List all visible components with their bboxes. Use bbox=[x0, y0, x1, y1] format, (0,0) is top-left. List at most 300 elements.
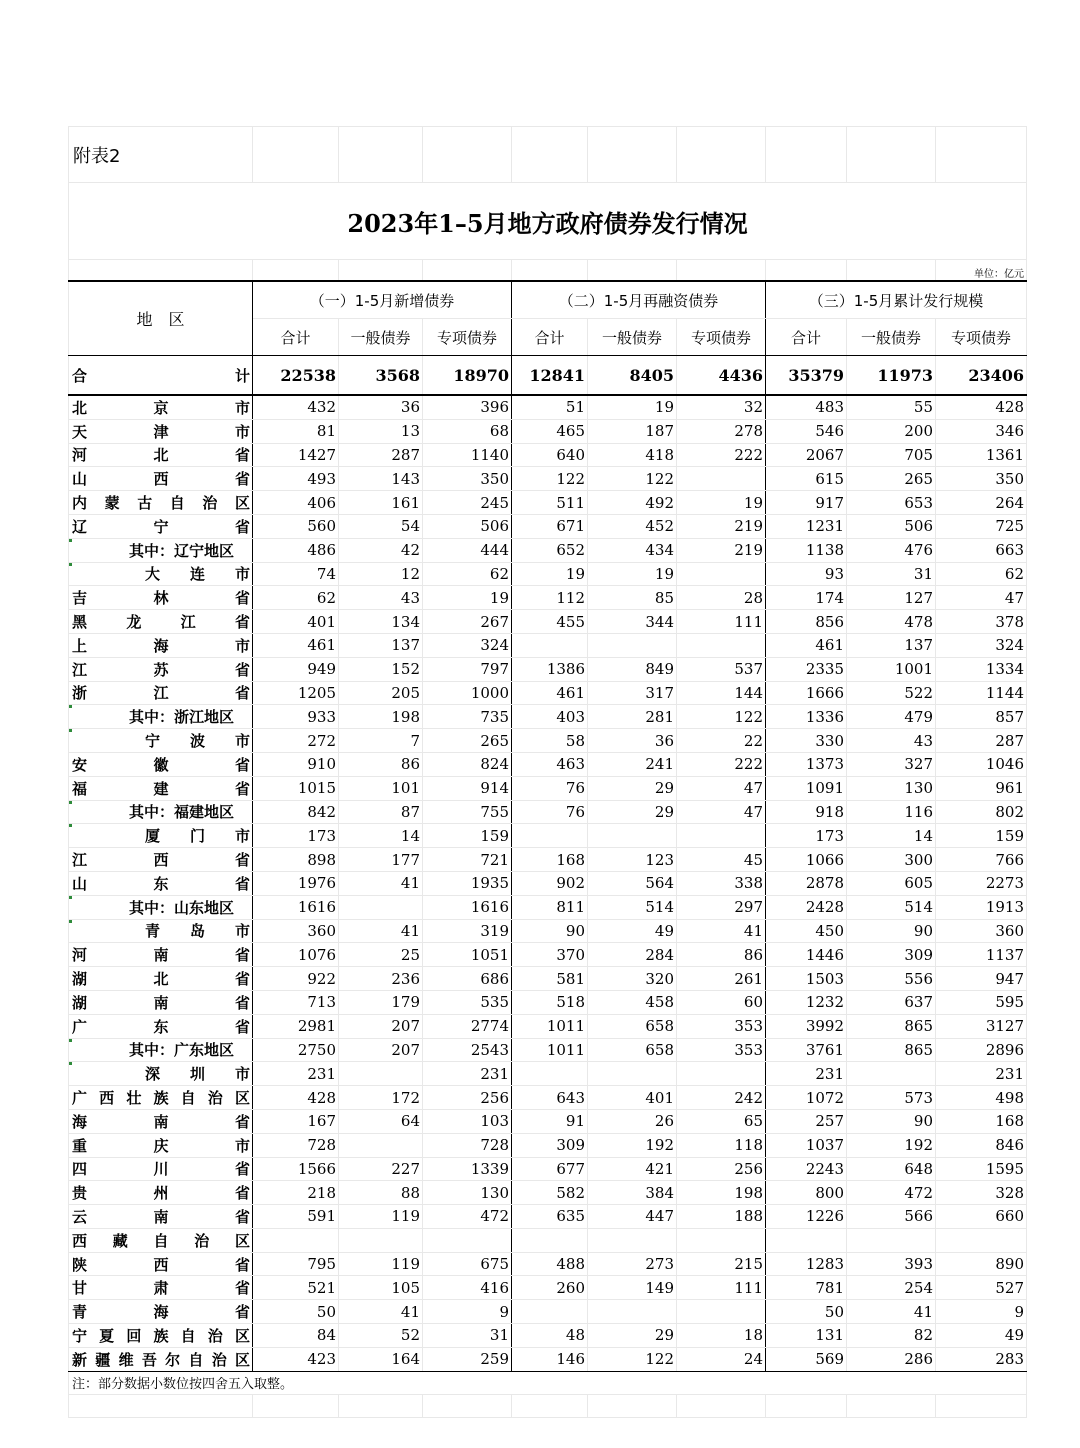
value-cell: 865 bbox=[847, 1014, 936, 1038]
value-cell: 725 bbox=[936, 514, 1027, 538]
region-name: 广 西 壮 族 自 治 区 bbox=[69, 1086, 253, 1110]
value-cell: 68 bbox=[423, 419, 512, 443]
value-cell bbox=[936, 1228, 1027, 1252]
value-cell: 1595 bbox=[936, 1157, 1027, 1181]
value-cell: 755 bbox=[423, 800, 512, 824]
value-cell: 173 bbox=[766, 824, 847, 848]
value-cell: 254 bbox=[847, 1276, 936, 1300]
value-cell: 215 bbox=[677, 1252, 766, 1276]
value-cell: 914 bbox=[423, 776, 512, 800]
value-cell: 591 bbox=[253, 1205, 339, 1229]
value-cell: 32 bbox=[677, 395, 766, 419]
value-cell: 48 bbox=[512, 1324, 588, 1348]
value-cell: 192 bbox=[847, 1133, 936, 1157]
value-cell: 849 bbox=[588, 657, 677, 681]
value-cell: 1427 bbox=[253, 443, 339, 467]
region-name: 宁 夏 回 族 自 治 区 bbox=[69, 1324, 253, 1348]
value-cell: 1666 bbox=[766, 681, 847, 705]
value-cell: 1011 bbox=[512, 1014, 588, 1038]
value-cell: 260 bbox=[512, 1276, 588, 1300]
table-row bbox=[69, 562, 1027, 586]
table-row bbox=[69, 657, 1027, 681]
value-cell: 198 bbox=[677, 1181, 766, 1205]
region-name: 新 疆 维 吾 尔 自 治 区 bbox=[69, 1347, 253, 1371]
region-name: 青 海 省 bbox=[69, 1300, 253, 1324]
region-name: 天 津 市 bbox=[69, 419, 253, 443]
table-row bbox=[69, 1086, 1027, 1110]
value-cell: 19 bbox=[677, 491, 766, 515]
value-cell: 922 bbox=[253, 967, 339, 991]
value-cell: 802 bbox=[936, 800, 1027, 824]
value-cell: 84 bbox=[253, 1324, 339, 1348]
value-cell: 112 bbox=[512, 586, 588, 610]
value-cell: 2750 bbox=[253, 1038, 339, 1062]
region-name: 贵 州 省 bbox=[69, 1181, 253, 1205]
value-cell: 653 bbox=[847, 491, 936, 515]
value-cell: 800 bbox=[766, 1181, 847, 1205]
value-cell: 287 bbox=[339, 443, 423, 467]
value-cell: 1935 bbox=[423, 871, 512, 895]
value-cell: 677 bbox=[512, 1157, 588, 1181]
value-cell: 842 bbox=[253, 800, 339, 824]
value-cell: 795 bbox=[253, 1252, 339, 1276]
region-name: 其中：广东地区 bbox=[69, 1038, 253, 1062]
value-cell: 898 bbox=[253, 848, 339, 872]
subcol-header: 合计 bbox=[766, 319, 847, 356]
value-cell: 174 bbox=[766, 586, 847, 610]
value-cell: 660 bbox=[936, 1205, 1027, 1229]
subcol-header: 专项债券 bbox=[936, 319, 1027, 356]
value-cell bbox=[677, 1062, 766, 1086]
value-cell: 41 bbox=[339, 871, 423, 895]
value-cell: 24 bbox=[677, 1347, 766, 1371]
value-cell: 111 bbox=[677, 1276, 766, 1300]
value-cell: 231 bbox=[253, 1062, 339, 1086]
region-name: 云 南 省 bbox=[69, 1205, 253, 1229]
value-cell bbox=[588, 824, 677, 848]
value-cell: 60 bbox=[677, 990, 766, 1014]
region-name: 深 圳 市 bbox=[69, 1062, 253, 1086]
value-cell: 144 bbox=[677, 681, 766, 705]
value-cell: 205 bbox=[339, 681, 423, 705]
page-title: 2023年1–5月地方政府债券发行情况 bbox=[69, 183, 1027, 260]
value-cell: 127 bbox=[847, 586, 936, 610]
value-cell: 131 bbox=[766, 1324, 847, 1348]
value-cell: 1503 bbox=[766, 967, 847, 991]
value-cell: 566 bbox=[847, 1205, 936, 1229]
value-cell: 187 bbox=[588, 419, 677, 443]
value-cell: 2896 bbox=[936, 1038, 1027, 1062]
value-cell bbox=[339, 1228, 423, 1252]
value-cell: 560 bbox=[253, 514, 339, 538]
value-cell: 1913 bbox=[936, 895, 1027, 919]
region-name: 河 北 省 bbox=[69, 443, 253, 467]
value-cell: 582 bbox=[512, 1181, 588, 1205]
table-row bbox=[69, 633, 1027, 657]
value-cell: 51 bbox=[512, 395, 588, 419]
value-cell: 648 bbox=[847, 1157, 936, 1181]
value-cell bbox=[847, 1062, 936, 1086]
value-cell: 159 bbox=[936, 824, 1027, 848]
value-cell: 406 bbox=[253, 491, 339, 515]
value-cell bbox=[512, 633, 588, 657]
value-cell: 444 bbox=[423, 538, 512, 562]
table-row bbox=[69, 1300, 1027, 1324]
table-row bbox=[69, 943, 1027, 967]
value-cell: 615 bbox=[766, 467, 847, 491]
value-cell: 13 bbox=[339, 419, 423, 443]
value-cell: 19 bbox=[512, 562, 588, 586]
value-cell: 463 bbox=[512, 752, 588, 776]
region-name: 宁 波 市 bbox=[69, 729, 253, 753]
value-cell: 370 bbox=[512, 943, 588, 967]
value-cell: 207 bbox=[339, 1038, 423, 1062]
value-cell: 14 bbox=[847, 824, 936, 848]
subcol-header: 一般债券 bbox=[339, 319, 423, 356]
value-cell bbox=[588, 1062, 677, 1086]
value-cell bbox=[677, 1300, 766, 1324]
region-name: 山 东 省 bbox=[69, 871, 253, 895]
value-cell: 168 bbox=[512, 848, 588, 872]
value-cell: 1566 bbox=[253, 1157, 339, 1181]
value-cell: 949 bbox=[253, 657, 339, 681]
value-cell bbox=[677, 824, 766, 848]
value-cell: 465 bbox=[512, 419, 588, 443]
value-cell: 1616 bbox=[423, 895, 512, 919]
value-cell: 219 bbox=[677, 538, 766, 562]
value-cell: 961 bbox=[936, 776, 1027, 800]
value-cell: 90 bbox=[847, 919, 936, 943]
value-cell: 47 bbox=[677, 776, 766, 800]
value-cell: 947 bbox=[936, 967, 1027, 991]
value-cell: 130 bbox=[847, 776, 936, 800]
value-cell: 1037 bbox=[766, 1133, 847, 1157]
table-row bbox=[69, 1181, 1027, 1205]
value-cell: 705 bbox=[847, 443, 936, 467]
value-cell: 118 bbox=[677, 1133, 766, 1157]
value-cell: 486 bbox=[253, 538, 339, 562]
value-cell: 1976 bbox=[253, 871, 339, 895]
subcol-header: 专项债券 bbox=[677, 319, 766, 356]
value-cell bbox=[766, 1228, 847, 1252]
value-cell: 1000 bbox=[423, 681, 512, 705]
region-name: 内 蒙 古 自 治 区 bbox=[69, 491, 253, 515]
value-cell: 766 bbox=[936, 848, 1027, 872]
value-cell: 4436 bbox=[677, 356, 766, 396]
table-row bbox=[69, 538, 1027, 562]
value-cell: 43 bbox=[339, 586, 423, 610]
value-cell: 472 bbox=[423, 1205, 512, 1229]
value-cell: 245 bbox=[423, 491, 512, 515]
table-row bbox=[69, 1014, 1027, 1038]
value-cell: 76 bbox=[512, 800, 588, 824]
value-cell: 721 bbox=[423, 848, 512, 872]
table-row bbox=[69, 514, 1027, 538]
value-cell: 856 bbox=[766, 610, 847, 634]
value-cell: 428 bbox=[936, 395, 1027, 419]
value-cell: 26 bbox=[588, 1109, 677, 1133]
value-cell: 450 bbox=[766, 919, 847, 943]
value-cell: 218 bbox=[253, 1181, 339, 1205]
value-cell: 23406 bbox=[936, 356, 1027, 396]
table-row bbox=[69, 990, 1027, 1014]
value-cell: 36 bbox=[339, 395, 423, 419]
value-cell: 434 bbox=[588, 538, 677, 562]
value-cell: 418 bbox=[588, 443, 677, 467]
value-cell: 319 bbox=[423, 919, 512, 943]
value-cell: 461 bbox=[512, 681, 588, 705]
value-cell: 43 bbox=[847, 729, 936, 753]
value-cell: 143 bbox=[339, 467, 423, 491]
value-cell: 50 bbox=[253, 1300, 339, 1324]
table-row bbox=[69, 729, 1027, 753]
appendix-label: 附表2 bbox=[69, 127, 253, 183]
value-cell: 119 bbox=[339, 1252, 423, 1276]
subcol-header: 合计 bbox=[512, 319, 588, 356]
value-cell: 90 bbox=[512, 919, 588, 943]
value-cell: 403 bbox=[512, 705, 588, 729]
region-name: 福 建 省 bbox=[69, 776, 253, 800]
value-cell bbox=[588, 1300, 677, 1324]
value-cell: 865 bbox=[847, 1038, 936, 1062]
value-cell: 595 bbox=[936, 990, 1027, 1014]
group-header-refinance: （二）1-5月再融资债券 bbox=[512, 281, 766, 319]
value-cell: 62 bbox=[423, 562, 512, 586]
value-cell: 511 bbox=[512, 491, 588, 515]
value-cell: 1137 bbox=[936, 943, 1027, 967]
value-cell: 537 bbox=[677, 657, 766, 681]
value-cell: 300 bbox=[847, 848, 936, 872]
value-cell bbox=[847, 1228, 936, 1252]
value-cell: 105 bbox=[339, 1276, 423, 1300]
value-cell: 824 bbox=[423, 752, 512, 776]
value-cell: 31 bbox=[847, 562, 936, 586]
value-cell: 350 bbox=[423, 467, 512, 491]
table-row bbox=[69, 848, 1027, 872]
value-cell: 179 bbox=[339, 990, 423, 1014]
value-cell: 227 bbox=[339, 1157, 423, 1181]
value-cell: 222 bbox=[677, 752, 766, 776]
table-row bbox=[69, 967, 1027, 991]
value-cell bbox=[677, 1228, 766, 1252]
value-cell: 297 bbox=[677, 895, 766, 919]
value-cell: 2273 bbox=[936, 871, 1027, 895]
value-cell: 1339 bbox=[423, 1157, 512, 1181]
value-cell: 735 bbox=[423, 705, 512, 729]
value-cell: 658 bbox=[588, 1014, 677, 1038]
value-cell: 447 bbox=[588, 1205, 677, 1229]
value-cell: 103 bbox=[423, 1109, 512, 1133]
value-cell: 173 bbox=[253, 824, 339, 848]
value-cell: 640 bbox=[512, 443, 588, 467]
value-cell: 18970 bbox=[423, 356, 512, 396]
value-cell: 324 bbox=[423, 633, 512, 657]
value-cell: 652 bbox=[512, 538, 588, 562]
table-row bbox=[69, 681, 1027, 705]
subcol-header: 专项债券 bbox=[423, 319, 512, 356]
value-cell: 1076 bbox=[253, 943, 339, 967]
value-cell: 76 bbox=[512, 776, 588, 800]
value-cell: 286 bbox=[847, 1347, 936, 1371]
value-cell bbox=[588, 633, 677, 657]
value-cell: 658 bbox=[588, 1038, 677, 1062]
value-cell: 1373 bbox=[766, 752, 847, 776]
value-cell: 330 bbox=[766, 729, 847, 753]
value-cell: 231 bbox=[766, 1062, 847, 1086]
value-cell: 29 bbox=[588, 1324, 677, 1348]
region-name: 陕 西 省 bbox=[69, 1252, 253, 1276]
value-cell: 54 bbox=[339, 514, 423, 538]
value-cell: 161 bbox=[339, 491, 423, 515]
value-cell: 933 bbox=[253, 705, 339, 729]
value-cell: 265 bbox=[423, 729, 512, 753]
table-row bbox=[69, 919, 1027, 943]
value-cell: 101 bbox=[339, 776, 423, 800]
region-name: 大 连 市 bbox=[69, 562, 253, 586]
value-cell: 86 bbox=[339, 752, 423, 776]
value-cell: 82 bbox=[847, 1324, 936, 1348]
value-cell: 535 bbox=[423, 990, 512, 1014]
value-cell: 1232 bbox=[766, 990, 847, 1014]
value-cell bbox=[512, 824, 588, 848]
value-cell: 393 bbox=[847, 1252, 936, 1276]
value-cell: 192 bbox=[588, 1133, 677, 1157]
value-cell: 2243 bbox=[766, 1157, 847, 1181]
value-cell: 1336 bbox=[766, 705, 847, 729]
value-cell: 1226 bbox=[766, 1205, 847, 1229]
table-row bbox=[69, 824, 1027, 848]
table-row bbox=[69, 1133, 1027, 1157]
value-cell: 663 bbox=[936, 538, 1027, 562]
region-name: 其中：山东地区 bbox=[69, 895, 253, 919]
value-cell: 902 bbox=[512, 871, 588, 895]
value-cell: 353 bbox=[677, 1038, 766, 1062]
value-cell: 25 bbox=[339, 943, 423, 967]
value-cell: 18 bbox=[677, 1324, 766, 1348]
value-cell: 918 bbox=[766, 800, 847, 824]
value-cell: 47 bbox=[677, 800, 766, 824]
value-cell: 119 bbox=[339, 1205, 423, 1229]
value-cell: 1446 bbox=[766, 943, 847, 967]
region-name: 湖 南 省 bbox=[69, 990, 253, 1014]
value-cell: 47 bbox=[936, 586, 1027, 610]
value-cell bbox=[588, 1228, 677, 1252]
value-cell: 713 bbox=[253, 990, 339, 1014]
region-name: 重 庆 市 bbox=[69, 1133, 253, 1157]
value-cell: 360 bbox=[253, 919, 339, 943]
value-cell: 86 bbox=[677, 943, 766, 967]
subcol-header: 一般债券 bbox=[847, 319, 936, 356]
value-cell: 811 bbox=[512, 895, 588, 919]
table-row bbox=[69, 610, 1027, 634]
value-cell: 85 bbox=[588, 586, 677, 610]
value-cell: 2878 bbox=[766, 871, 847, 895]
region-name: 其中：浙江地区 bbox=[69, 705, 253, 729]
region-name: 其中：辽宁地区 bbox=[69, 538, 253, 562]
value-cell: 177 bbox=[339, 848, 423, 872]
value-cell: 3127 bbox=[936, 1014, 1027, 1038]
region-name: 厦 门 市 bbox=[69, 824, 253, 848]
value-cell: 222 bbox=[677, 443, 766, 467]
value-cell: 2981 bbox=[253, 1014, 339, 1038]
value-cell: 149 bbox=[588, 1276, 677, 1300]
value-cell: 159 bbox=[423, 824, 512, 848]
table-row bbox=[69, 895, 1027, 919]
value-cell: 635 bbox=[512, 1205, 588, 1229]
table-row bbox=[69, 1252, 1027, 1276]
value-cell bbox=[339, 1062, 423, 1086]
value-cell: 88 bbox=[339, 1181, 423, 1205]
value-cell: 219 bbox=[677, 514, 766, 538]
value-cell: 728 bbox=[423, 1133, 512, 1157]
value-cell: 476 bbox=[847, 538, 936, 562]
value-cell bbox=[253, 1228, 339, 1252]
value-cell: 49 bbox=[588, 919, 677, 943]
bond-issuance-table bbox=[68, 126, 1027, 1418]
value-cell: 64 bbox=[339, 1109, 423, 1133]
value-cell: 200 bbox=[847, 419, 936, 443]
value-cell: 1066 bbox=[766, 848, 847, 872]
value-cell: 378 bbox=[936, 610, 1027, 634]
value-cell: 3992 bbox=[766, 1014, 847, 1038]
value-cell: 7 bbox=[339, 729, 423, 753]
value-cell: 122 bbox=[677, 705, 766, 729]
value-cell: 272 bbox=[253, 729, 339, 753]
value-cell: 401 bbox=[588, 1086, 677, 1110]
value-cell: 12 bbox=[339, 562, 423, 586]
value-cell: 846 bbox=[936, 1133, 1027, 1157]
table-row bbox=[69, 705, 1027, 729]
value-cell: 910 bbox=[253, 752, 339, 776]
table-row bbox=[69, 1276, 1027, 1300]
region-name: 青 岛 市 bbox=[69, 919, 253, 943]
value-cell: 564 bbox=[588, 871, 677, 895]
value-cell: 137 bbox=[847, 633, 936, 657]
value-cell: 581 bbox=[512, 967, 588, 991]
value-cell: 41 bbox=[847, 1300, 936, 1324]
value-cell bbox=[677, 467, 766, 491]
value-cell: 12841 bbox=[512, 356, 588, 396]
table-row bbox=[69, 1157, 1027, 1181]
value-cell: 2543 bbox=[423, 1038, 512, 1062]
value-cell bbox=[512, 1062, 588, 1086]
region-header: 地 区 bbox=[69, 281, 253, 356]
region-name: 北 京 市 bbox=[69, 395, 253, 419]
value-cell: 1011 bbox=[512, 1038, 588, 1062]
region-name: 甘 肃 省 bbox=[69, 1276, 253, 1300]
value-cell: 111 bbox=[677, 610, 766, 634]
footnote: 注：部分数据小数位按四舍五入取整。 bbox=[69, 1371, 1027, 1394]
value-cell: 1091 bbox=[766, 776, 847, 800]
value-cell: 353 bbox=[677, 1014, 766, 1038]
value-cell bbox=[677, 562, 766, 586]
value-cell: 42 bbox=[339, 538, 423, 562]
value-cell: 256 bbox=[423, 1086, 512, 1110]
value-cell: 671 bbox=[512, 514, 588, 538]
region-name: 上 海 市 bbox=[69, 633, 253, 657]
region-name: 其中：福建地区 bbox=[69, 800, 253, 824]
value-cell: 324 bbox=[936, 633, 1027, 657]
value-cell: 8405 bbox=[588, 356, 677, 396]
value-cell: 283 bbox=[936, 1347, 1027, 1371]
value-cell: 152 bbox=[339, 657, 423, 681]
value-cell: 259 bbox=[423, 1347, 512, 1371]
value-cell: 492 bbox=[588, 491, 677, 515]
bond-issuance-sheet bbox=[68, 126, 1026, 1418]
value-cell: 488 bbox=[512, 1252, 588, 1276]
value-cell: 455 bbox=[512, 610, 588, 634]
value-cell: 1072 bbox=[766, 1086, 847, 1110]
